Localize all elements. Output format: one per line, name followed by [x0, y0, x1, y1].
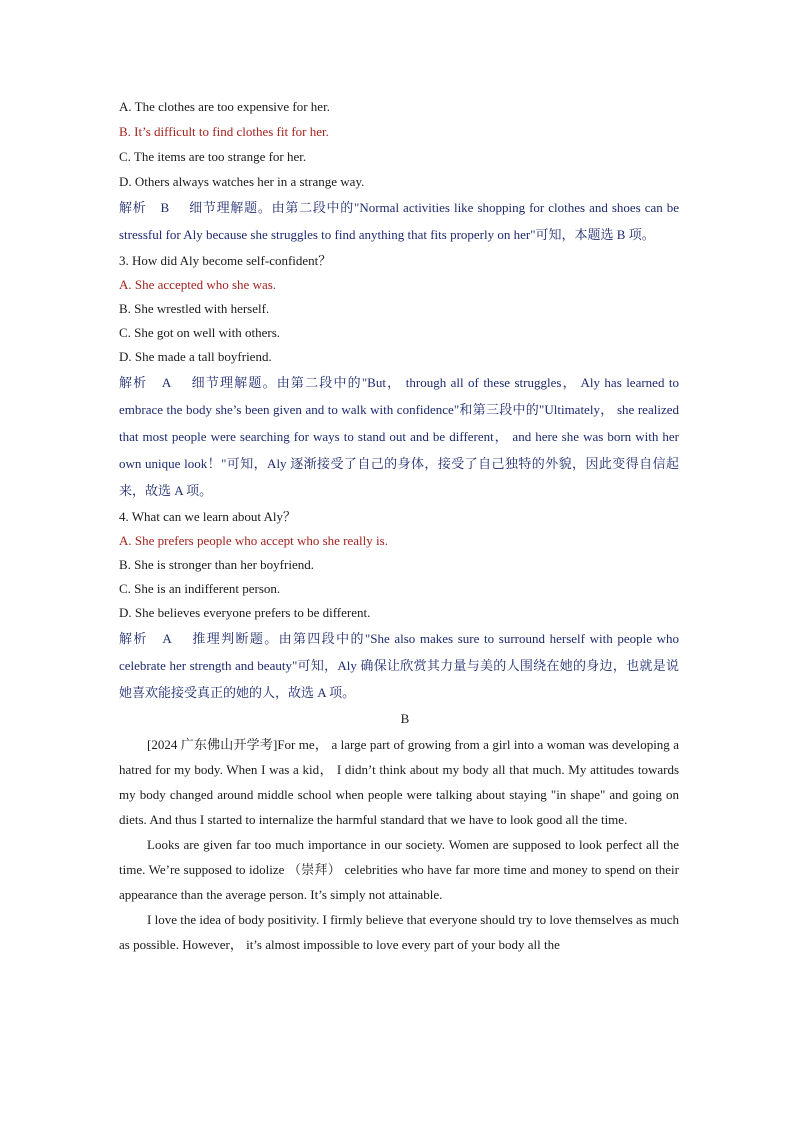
q4-option-c: C. She is an indifferent person.	[119, 581, 281, 596]
passage-paragraph-3: I love the idea of body positivity. I firmly believe that everyone should try to love themselves as much as possible. However， it’s almost impossible to love every part of your body all the	[119, 912, 679, 952]
passage-paragraph-2: Looks are given far too much importance in our society. Women are supposed to look perfect all the time. We’re supposed to idolize （崇拜） celebrities who have far more time and money to spend on their appearance than the average person. It’s simply not attainable.	[119, 837, 679, 902]
explanation-answer: A	[161, 375, 172, 390]
explanation-answer: B	[160, 200, 170, 215]
q2-option-d: D. Others always watches her in a strange way.	[119, 174, 365, 189]
q4-explanation	[119, 625, 679, 706]
q4-option-a-correct: A. She prefers people who accept who she really is.	[119, 533, 388, 548]
explanation-tag: 解析	[119, 631, 148, 646]
q2-option-a: A. The clothes are too expensive for her.	[119, 99, 330, 114]
q3-explanation	[119, 369, 679, 504]
explanation-answer: A	[162, 631, 172, 646]
section-b-heading: B	[400, 711, 410, 726]
q4-question: 4. What can we learn about Aly？	[119, 509, 297, 524]
q3-option-d: D. She made a tall boyfriend.	[119, 349, 272, 364]
passage-paragraph-1: [2024 广东佛山开学考]For me， a large part of growing from a girl into a woman was developing a hatred for my body. When I was a kid， I didn’t think about my body all that much. My attitudes towards my body changed around middle school when people were talking about staying "in shape" and going on diets. And thus I started to internalize the harmful standard that we have to look good all the time.	[119, 737, 679, 827]
explanation-text: 细节理解题。由第二段中的"Normal activities like shopping for clothes and shoes can be stressful for Aly because she struggles to find anything that fits properly on her"可知，本题选 B 项。	[119, 200, 680, 242]
explanation-text: 细节理解题。由第二段中的"But， through all of these struggles， Aly has learned to embrace the body she’s been given and to walk with confidence"和第三段中的"Ultimately， she realized that most people were searching for ways to stand out and be different， and here she was born with her own unique look！"可知，Aly 逐渐接受了自己的身体，接受了自己独特的外貌，因此变得自信起来，故选 A 项。	[119, 375, 679, 498]
q3-option-a-correct: A. She accepted who she was.	[119, 277, 277, 292]
document-page	[119, 94, 679, 957]
q3-question: 3. How did Aly become self-confident？	[119, 253, 332, 268]
q2-option-b-correct: B. It’s difficult to find clothes fit for her.	[119, 124, 329, 139]
explanation-text: 推理判断题。由第四段中的"She also makes sure to surround herself with people who celebrate her strength and beauty"可知，Aly 确保让欣赏其力量与美的人围绕在她的身边，也就是说她喜欢能接受真正的她的人，故选 A 项。	[119, 631, 679, 700]
explanation-tag: 解析	[119, 375, 148, 390]
q3-option-c: C. She got on well with others.	[119, 325, 281, 340]
q2-option-c: C. The items are too strange for her.	[119, 149, 307, 164]
explanation-tag: 解析	[119, 200, 147, 215]
q4-option-b: B. She is stronger than her boyfriend.	[119, 557, 314, 572]
q2-explanation	[119, 194, 679, 248]
q3-option-b: B. She wrestled with herself.	[119, 301, 270, 316]
q4-option-d: D. She believes everyone prefers to be different.	[119, 605, 371, 620]
